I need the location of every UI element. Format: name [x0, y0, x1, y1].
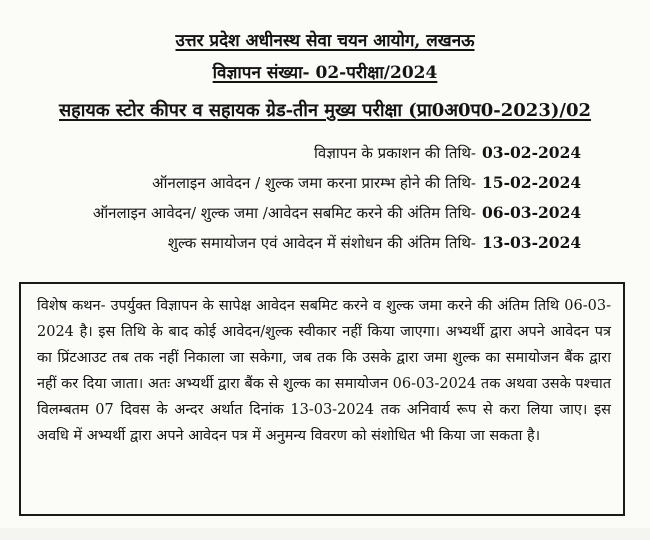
date-row [20, 233, 582, 263]
important-dates [20, 143, 582, 263]
date-value: 03-02-2024 [482, 143, 582, 162]
date-value: 06-03-2024 [482, 203, 582, 222]
date-label: शुल्क समायोजन एवं आवेदन में संशोधन की अंतिम तिथि- [167, 234, 476, 252]
advertisement-number: विज्ञापन संख्या- 02-परीक्षा/2024 [212, 63, 438, 83]
date-value: 15-02-2024 [482, 173, 582, 192]
page-bottom-edge [0, 528, 650, 540]
special-notice-box: विशेष कथन- उपर्युक्त विज्ञापन के सापेक्ष आवेदन सबमिट करने व शुल्क जमा करने की अंतिम तिथि 06-03-2024 है। इस तिथि के बाद कोई आवेदन/शुल्क स्वीकार नहीं किया जाएगा। अभ्यर्थी द्वारा अपने आवेदन पत्र का प्रिंटआउट तब तक नहीं निकाला जा सकेगा, जब तक कि उसके द्वारा जमा शुल्क का समायोजन बैंक द्वारा नहीं कर दिया जाता। अतः अभ्यर्थी द्वारा बैंक से शुल्क का समायोजन 06-03-2024 तक अथवा उसके पश्चात विलम्बतम 07 दिवस के अन्दर अर्थात दिनांक 13-03-2024 तक अनिवार्य रूप से करा लिया जाए। इस अवधि में अभ्यर्थी द्वारा अपने आवेदन पत्र में अनुमन्य विवरण को संशोधित भी किया जा सकता है। [19, 282, 625, 516]
date-value: 13-03-2024 [482, 233, 582, 252]
date-label: ऑनलाइन आवेदन / शुल्क जमा करना प्रारम्भ होने की तिथि- [152, 174, 476, 192]
date-row [20, 143, 582, 173]
organization-title: उत्तर प्रदेश अधीनस्थ सेवा चयन आयोग, लखनऊ [175, 31, 475, 51]
date-label: ऑनलाइन आवेदन/ शुल्क जमा /आवेदन सबमिट करने की अंतिम तिथि- [92, 204, 476, 222]
exam-title: सहायक स्टोर कीपर व सहायक ग्रेड-तीन मुख्य परीक्षा (प्रा0अ0प0-2023)/02 [58, 100, 591, 121]
date-label: विज्ञापन के प्रकाशन की तिथि- [313, 144, 476, 162]
date-row [20, 173, 582, 203]
date-row [20, 203, 582, 233]
